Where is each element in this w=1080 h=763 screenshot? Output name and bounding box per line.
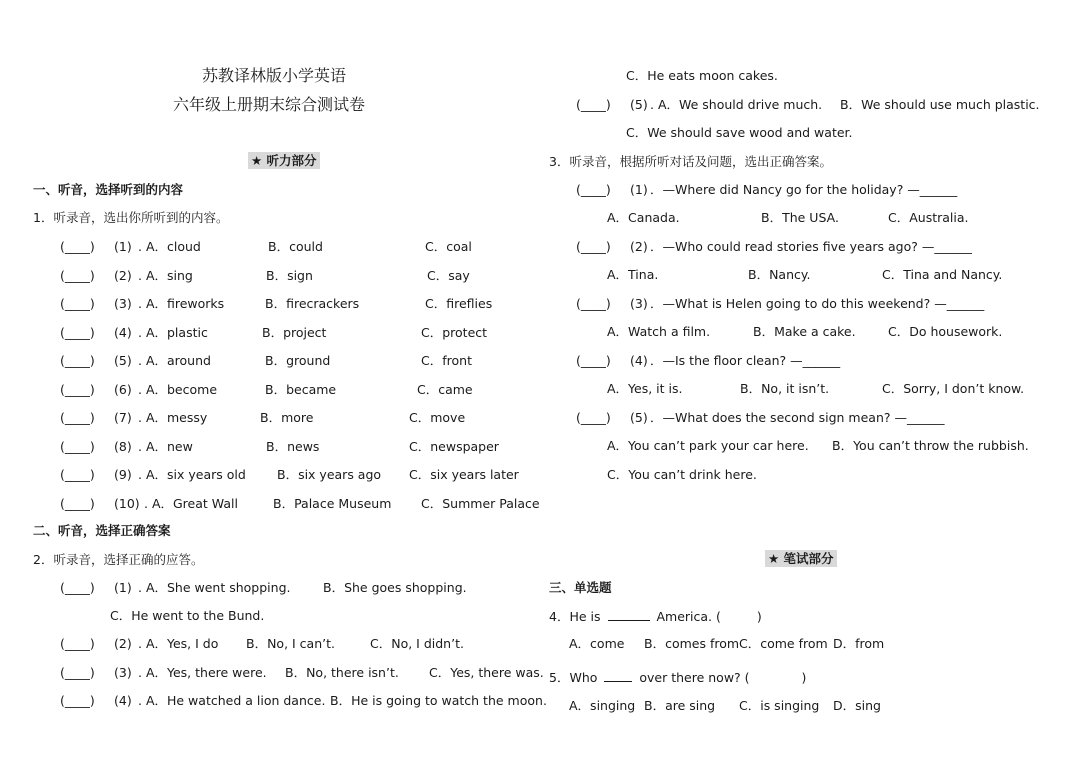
item-number: (3) [114, 296, 132, 311]
answer-paren[interactable]: (____) [60, 353, 95, 368]
q3-options [607, 324, 1003, 340]
option-b: B．Make a cake. [753, 324, 856, 339]
option-b: B．Palace Museum [273, 495, 392, 511]
q2-item-1-option-c: C．He went to the Bund. [110, 608, 265, 623]
option-b: B．The USA. [761, 210, 839, 225]
option-b: B．He is going to watch the moon. [330, 693, 547, 708]
item-number: (5) [114, 353, 132, 368]
answer-paren[interactable]: (____) [60, 438, 95, 454]
item-number: (2) [114, 267, 132, 283]
item-number: (4) [114, 324, 132, 340]
item-number: (3) [114, 665, 132, 680]
option-b: B．No, it isn’t. [740, 381, 830, 396]
option-c: C．Tina and Nancy. [882, 267, 1003, 282]
option-c: C．coal [425, 239, 472, 254]
q1-item [60, 410, 466, 426]
option-a: A．Canada. [607, 210, 680, 225]
q4-blank[interactable] [608, 608, 650, 621]
option-a: . A．Yes, there were. [138, 665, 267, 680]
item-number: (2) [630, 239, 648, 254]
option-c: C．fireflies [425, 296, 493, 311]
option-b: B．Nancy. [748, 267, 811, 282]
item-number: (4) [114, 693, 132, 708]
q2-instruction: 2．听录音，选择正确的应答。 [33, 552, 204, 567]
option-a: . A．sing [138, 267, 193, 283]
q5-option-c: C．is singing [739, 698, 820, 713]
q4-option-c: C．come from [739, 636, 828, 651]
q2-item-5 [576, 97, 1040, 113]
writing-part-label [765, 551, 837, 567]
q3-item [576, 182, 958, 198]
answer-paren[interactable]: (____) [60, 410, 95, 425]
option-c: C．six years later [409, 467, 519, 482]
q3-instruction: 3．听录音，根据所听对话及问题，选出正确答案。 [549, 154, 832, 169]
answer-paren[interactable]: (____) [60, 580, 95, 595]
option-c: C．Sorry, I don’t know. [882, 381, 1025, 396]
option-c: C．Summer Palace [421, 495, 540, 511]
answer-paren[interactable]: (____) [60, 636, 95, 651]
option-b: B．six years ago [277, 467, 382, 482]
q3-options [607, 267, 1003, 283]
option-c: C．say [427, 267, 470, 283]
answer-paren[interactable]: (____) [60, 296, 95, 311]
q5-stem-pre: 5．Who [549, 670, 598, 685]
option-c: C．Yes, there was. [429, 665, 544, 680]
option-a: . A．He watched a lion dance. [138, 693, 326, 708]
q3-item [576, 296, 985, 312]
q5-option-d: D．sing [833, 698, 881, 713]
answer-paren[interactable]: (____) [60, 693, 95, 708]
q3-item [576, 239, 972, 255]
option-b: B．could [268, 239, 323, 254]
option-b: B．No, there isn’t. [285, 665, 399, 680]
option-a: . A．around [138, 353, 211, 368]
q1-item [60, 438, 499, 455]
item-question: ．—What does the second sign mean? —______ [650, 410, 945, 425]
q4-option-a: A．come [569, 636, 625, 651]
q5-option-b: B．are sing [644, 698, 716, 713]
q1-item [60, 239, 472, 255]
option-b: B．We should use much plastic. [840, 97, 1040, 112]
option-b: B．You can’t throw the rubbish. [832, 438, 1029, 453]
q1-instruction: 1．听录音，选出你所听到的内容。 [33, 210, 229, 225]
option-a: . A．fireworks [138, 296, 225, 311]
answer-paren[interactable]: (____) [576, 353, 611, 368]
answer-paren[interactable]: (____) [60, 381, 95, 397]
item-number: (1) [630, 182, 648, 197]
option-b: B．project [262, 324, 327, 340]
option-c: C．No, I didn’t. [370, 636, 464, 651]
q1-item [60, 495, 540, 512]
q4-option-d: D．from [833, 636, 885, 651]
q2-item-4-option-c: C．He eats moon cakes. [626, 68, 778, 83]
answer-paren[interactable]: (____) [60, 467, 95, 482]
option-b: B．ground [265, 353, 331, 368]
option-a: . A．six years old [138, 467, 246, 482]
answer-paren[interactable]: (____) [576, 296, 611, 311]
item-number: (3) [630, 296, 648, 311]
option-a: . A．She went shopping. [138, 580, 291, 595]
q1-item [60, 296, 493, 312]
q5-close-paren: ) [801, 670, 807, 685]
q3-options [607, 381, 1025, 397]
option-c: C．protect [421, 324, 488, 340]
q1-item [60, 353, 472, 369]
item-number: (5) [630, 97, 648, 112]
option-a: . A．cloud [138, 239, 201, 254]
option-c: C．You can’t drink here. [607, 467, 757, 482]
q3-item [576, 410, 945, 426]
answer-paren[interactable]: (____) [60, 239, 95, 254]
q2-item-3 [60, 665, 544, 681]
q3-options [607, 210, 969, 226]
option-a: . A．new [138, 438, 193, 454]
option-b: B．No, I can’t. [246, 636, 335, 651]
option-c: C．newspaper [409, 438, 499, 454]
answer-paren[interactable]: (____) [60, 665, 95, 680]
q1-item [60, 381, 473, 398]
item-number: (7) [114, 410, 132, 425]
option-a: . A．become [138, 381, 218, 397]
option-c: C．Do housework. [888, 324, 1003, 339]
answer-paren[interactable]: (____) [60, 495, 95, 511]
option-a: . A．Yes, I do [138, 636, 219, 651]
listening-part-label [248, 153, 320, 169]
item-question: ．—What is Helen going to do this weekend? —______ [650, 296, 985, 311]
item-number: (1) [114, 580, 132, 595]
q2-item-4 [60, 693, 547, 709]
item-number: (2) [114, 636, 132, 651]
section1-heading: 一、听音，选择听到的内容 [33, 182, 184, 197]
exam-title-line2: 六年级上册期末综合测试卷 [173, 95, 366, 114]
q4-options [569, 636, 885, 652]
item-question: ．—Where did Nancy go for the holiday? —______ [650, 182, 958, 197]
q5-option-a: A．singing [569, 698, 636, 713]
option-a: A．Watch a film. [607, 324, 711, 339]
option-a: A．Tina. [607, 267, 659, 282]
option-a: A．Yes, it is. [607, 381, 683, 396]
q4-stem [549, 608, 762, 625]
q5-options [569, 698, 881, 714]
option-b: B．She goes shopping. [323, 580, 467, 595]
q2-item-2 [60, 636, 464, 652]
item-number: (10) [114, 495, 140, 511]
answer-paren[interactable]: (____) [576, 239, 611, 254]
option-b: B．became [265, 381, 337, 397]
writing-part-box: ★ 笔试部分 [765, 550, 837, 567]
option-a: . A．plastic [138, 324, 208, 340]
q5-stem [549, 669, 806, 686]
item-number: (4) [630, 353, 648, 368]
item-number: (1) [114, 239, 132, 254]
option-a: . A．Great Wall [144, 495, 238, 511]
option-b: B．firecrackers [265, 296, 360, 311]
q4-stem-post: America. ( [656, 609, 721, 624]
q4-stem-pre: 4．He is [549, 609, 601, 624]
option-c: C．front [421, 353, 472, 368]
exam-title-line1: 苏教译林版小学英语 [202, 66, 347, 85]
section3-heading: 三、单选题 [549, 580, 612, 595]
q3-item [576, 353, 841, 369]
option-a: . A．messy [138, 410, 208, 425]
option-b: B．more [260, 410, 314, 425]
option-a: A．You can’t park your car here. [607, 438, 809, 453]
item-question: ．—Is the floor clean? —______ [650, 353, 841, 368]
item-number: (6) [114, 381, 132, 397]
q3-option-c-row [607, 467, 757, 483]
item-question: ．—Who could read stories five years ago? —______ [650, 239, 972, 254]
option-b: B．news [266, 438, 320, 454]
listening-part-box: ★ 听力部分 [248, 152, 320, 169]
item-number: (5) [630, 410, 648, 425]
q1-item [60, 324, 488, 341]
option-c: C．move [409, 410, 466, 425]
q2-item-1 [60, 580, 467, 596]
item-number: (9) [114, 467, 132, 482]
q4-close-paren: ) [756, 609, 762, 624]
answer-paren[interactable]: (____) [576, 410, 611, 425]
q2-item-5-option-c: C．We should save wood and water. [626, 125, 853, 140]
q4-option-b: B．comes from [644, 636, 740, 651]
answer-paren[interactable]: (____) [576, 97, 611, 112]
item-number: (8) [114, 438, 132, 454]
q1-item [60, 267, 470, 284]
answer-paren[interactable]: (____) [60, 267, 95, 283]
q5-blank[interactable] [604, 669, 632, 682]
option-c: C．came [417, 381, 473, 397]
option-a: . A．We should drive much. [650, 97, 823, 112]
section2-heading: 二、听音，选择正确答案 [33, 523, 171, 538]
q1-item [60, 467, 519, 483]
option-c: C．Australia. [888, 210, 969, 225]
option-b: B．sign [266, 267, 313, 283]
q5-stem-post: over there now? ( [639, 670, 750, 685]
answer-paren[interactable]: (____) [576, 182, 611, 197]
q3-options [607, 438, 1029, 454]
answer-paren[interactable]: (____) [60, 324, 95, 340]
